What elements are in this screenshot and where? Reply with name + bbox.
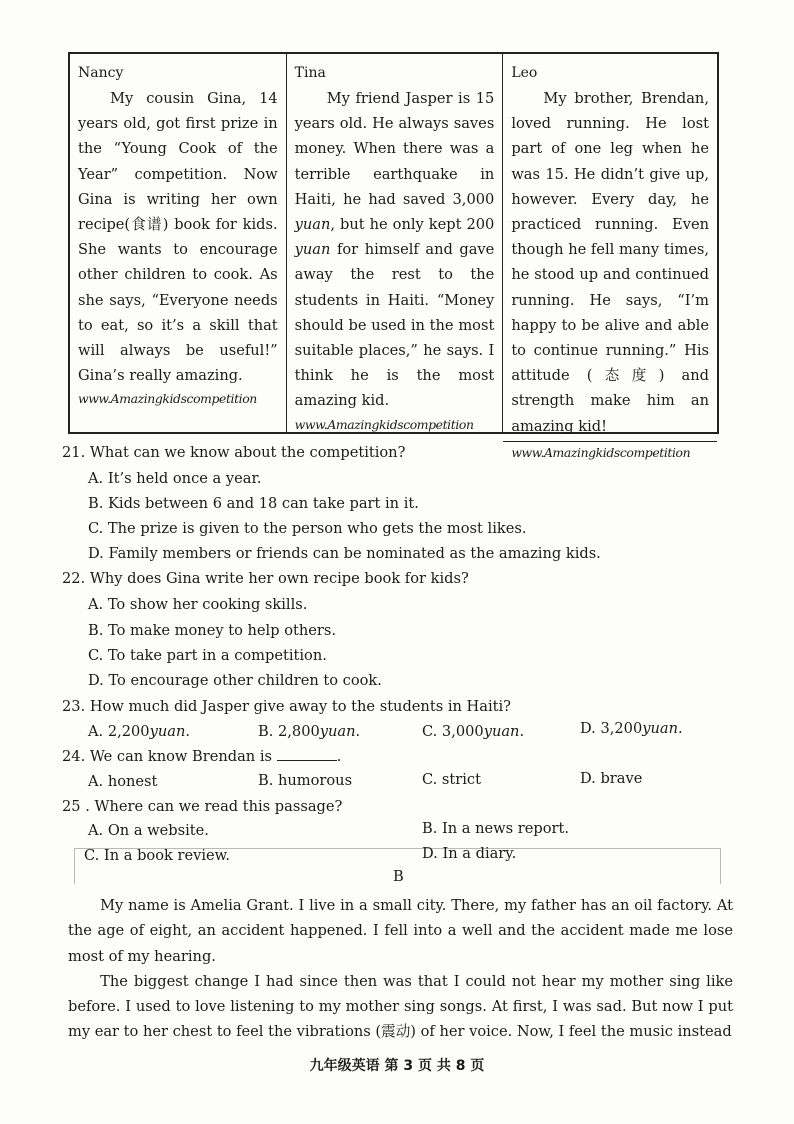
question-22: 22. Why does Gina write her own recipe book for kids? (62, 570, 469, 587)
profile-tina (286, 54, 503, 432)
profile-text: My brother, Brendan, loved running. He lost part of one leg when he was 15. He didn’t give up, however. Every day, he practiced running. Even though he fell many times, he stood up and continued running. He says, “I’m happy to be alive and able to continue running.” His attitude (态度) and strength make him an amazing kid! (511, 90, 709, 435)
option-21-b: B. Kids between 6 and 18 can take part in it. (88, 495, 419, 512)
profile-name: Nancy (78, 65, 124, 81)
profile-website: www.Amazingkidscompetition (503, 441, 717, 464)
profile-nancy (70, 54, 286, 432)
option-23-d: D. 3,200yuan. (580, 720, 683, 737)
option-25-b: B. In a news report. (422, 820, 570, 837)
option-24-d: D. brave (580, 770, 643, 787)
option-23-c: C. 3,000yuan. (422, 723, 525, 740)
option-23-a: A. 2,200yuan. (88, 723, 190, 740)
option-25-c: C. In a book review. (84, 847, 231, 864)
option-22-a: A. To show her cooking skills. (88, 596, 308, 613)
option-23-b: B. 2,800yuan. (258, 723, 361, 740)
section-label: B (393, 868, 404, 885)
option-24-c: C. strict (422, 771, 481, 788)
option-21-a: A. It’s held once a year. (88, 470, 262, 487)
profile-name: Leo (511, 65, 538, 81)
profile-leo (502, 54, 717, 460)
option-25-a: A. On a website. (88, 822, 209, 839)
profile-text: My friend Jasper is 15 years old. He always saves money. When there was a terrible earthquake in Haiti, he had saved 3,000 yuan, but he only kept 200 yuan for himself and gave away the rest to the students in Haiti. “Money should be used in the most suitable places,” he says. I think he is the most amazing kid. (294, 90, 495, 410)
question-25: 25 . Where can we read this passage? (62, 798, 343, 815)
passage-b (68, 893, 733, 1045)
option-22-c: C. To take part in a competition. (88, 647, 327, 664)
option-22-d: D. To encourage other children to cook. (88, 672, 382, 689)
option-25-d: D. In a diary. (422, 845, 517, 862)
option-22-b: B. To make money to help others. (88, 622, 336, 639)
question-21: 21. What can we know about the competition? (62, 444, 406, 461)
option-21-d: D. Family members or friends can be nominated as the amazing kids. (88, 545, 601, 562)
question-23: 23. How much did Jasper give away to the students in Haiti? (62, 698, 511, 715)
profile-text: My cousin Gina, 14 years old, got first prize in the “Young Cook of the Year” competition. Now Gina is writing her own recipe(食谱) book for kids. She wants to encourage other children to cook. As she says, “Everyone needs to eat, so it’s a skill that will always be useful!” Gina’s really amazing. (78, 90, 278, 385)
passage-paragraph: My name is Amelia Grant. I live in a small city. There, my father has an oil factory. At the age of eight, an accident happened. I fell into a well and the accident made me lose most of my hearing. (68, 897, 733, 965)
profile-website: www.Amazingkidscompetition (78, 391, 257, 407)
option-21-c: C. The prize is given to the person who gets the most likes. (88, 520, 527, 537)
option-24-b: B. humorous (258, 772, 353, 789)
profile-website: www.Amazingkidscompetition (294, 416, 474, 432)
profile-name: Tina (294, 65, 326, 81)
option-24-a: A. honest (88, 773, 158, 790)
passage-paragraph: The biggest change I had since then was that I could not hear my mother sing like before. I used to love listening to my mother sing songs. At first, I was sad. But now I put my ear to her chest to feel the vibrations (震动) of her voice. Now, I feel the music instead (68, 972, 733, 1041)
answer-blank (277, 746, 337, 761)
question-24: 24. We can know Brendan is . (62, 748, 342, 765)
page-footer: 九年级英语 第 3 页 共 8 页 (309, 1058, 485, 1074)
